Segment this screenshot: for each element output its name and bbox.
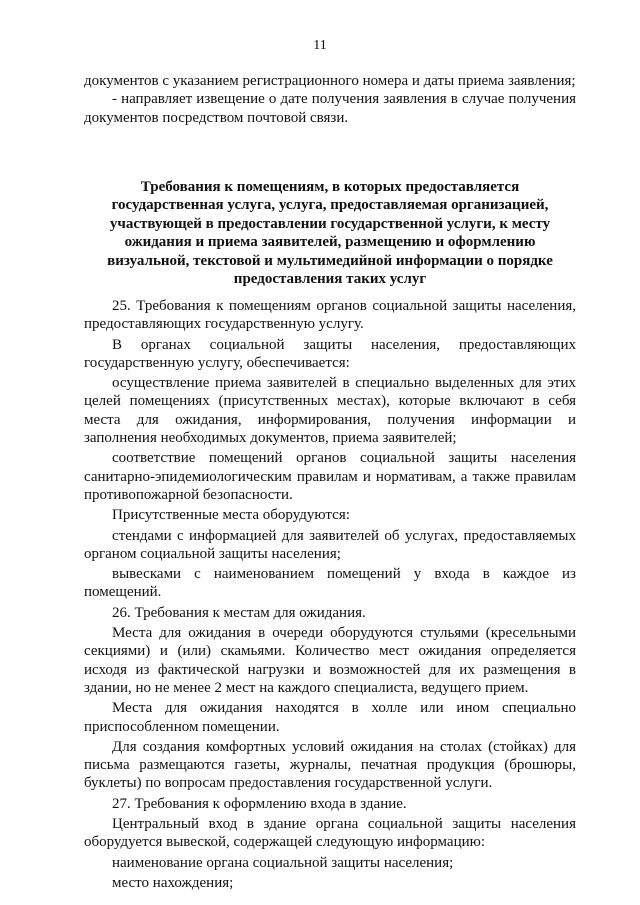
paragraph: В органах социальной защиты населения, предоставляющих государственную услугу, обеспечивается: [84, 336, 576, 371]
paragraph: 27. Требования к оформлению входа в здание. [112, 795, 407, 812]
paragraph: - направляет извещение о дате получения заявления в случае получения документов посредством почтовой связи. [84, 91, 576, 126]
paragraph: 26. Требования к местам для ожидания. [112, 604, 366, 621]
paragraph: документов с указанием регистрационного номера и даты приема заявления; [84, 73, 576, 89]
paragraph: Места для ожидания находятся в холле или ином специально приспособленном помещении. [84, 700, 576, 735]
top-text-block [84, 72, 576, 127]
paragraph: Присутственные места оборудуются: [112, 507, 350, 524]
paragraph: 25. Требования к помещениям органов социальной защиты населения, предоставляющих государственную услугу. [84, 298, 576, 333]
section-heading: Требования к помещениям, в которых предоставляется государственная услуга, услуга, предоставляемая организацией, участвующей в предоставлении государственной услуги, к месту ожидания и приема заявителей, размещению и оформлению визуальной, текстовой и мультимедийной информации о порядке предоставления таких услуг [107, 179, 553, 288]
paragraph: Места для ожидания в очереди оборудуются стульями (кресельными секциями) и (или) скамьями. Количество мест ожидания определяется исходя из фактической нагрузки и возможностей для их размещения в здании, но не менее 2 мест на каждого специалиста, ведущего прием. [84, 625, 576, 696]
paragraph: наименование органа социальной защиты населения; [112, 854, 454, 871]
paragraph: место нахождения; [112, 874, 234, 891]
paragraph: Для создания комфортных условий ожидания на столах (стойках) для письма размещаются газеты, журналы, печатная продукция (брошюры, буклеты) по вопросам предоставления государственной услуги. [84, 738, 576, 792]
page-number: 11 [313, 38, 327, 53]
paragraph: Центральный вход в здание органа социальной защиты населения оборудуется вывеской, содержащей следующую информацию: [84, 816, 576, 851]
main-text-block [84, 297, 576, 892]
paragraph: осуществление приема заявителей в специально выделенных для этих целей помещениях (присутственных местах), которые включают в себя места для ожидания, информирования, получения информации и заполнения необходимых документов, приема заявителей; [84, 375, 576, 447]
paragraph: вывесками с наименованием помещений у входа в каждое из помещений. [84, 566, 576, 601]
paragraph: стендами с информацией для заявителей об услугах, предоставляемых органом социальной защиты населения; [84, 527, 576, 562]
paragraph: соответствие помещений органов социальной защиты населения санитарно-эпидемиологическим правилам и нормативам, а также правилам противопожарной безопасности. [84, 450, 576, 503]
